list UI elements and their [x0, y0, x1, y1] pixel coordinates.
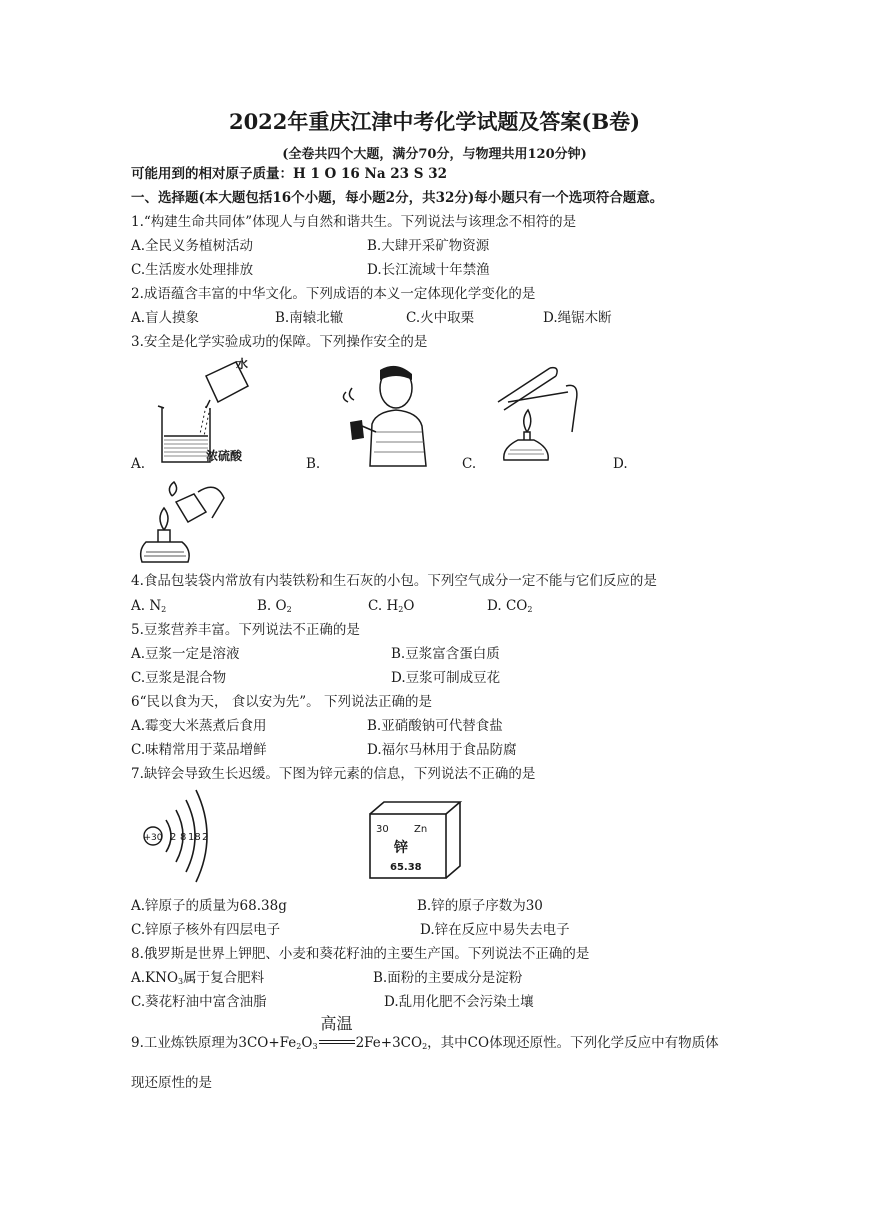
q6-option-b: B.亚硝酸钠可代替食盐 [367, 718, 503, 734]
q4-option-d-sub: 2 [527, 605, 533, 614]
q8-option-a [131, 968, 264, 992]
reaction-condition: 高温 [320, 1014, 353, 1033]
q6-option-a: A.霉变大米蒸煮后食用 [131, 718, 267, 734]
q9-stem-continued: 现还原性的是 [131, 1075, 212, 1091]
q4-option-d [487, 596, 532, 620]
figure-heating-tube [488, 362, 588, 468]
q4-option-b [257, 596, 292, 620]
exam-subtitle: (全卷共四个大题，满分70分，与物理共用120分钟) [282, 147, 587, 162]
q2-option-b: B.南辕北辙 [275, 310, 344, 326]
section-heading: 一、选择题(本大题包括16个小题，每小题2分，共32分)每小题只有一个选项符合题意。 [131, 190, 664, 206]
q4-option-b-letter: B. [257, 598, 272, 614]
q5-option-c: C.豆浆是混合物 [131, 670, 227, 686]
q8-option-a-formula: A.KNO [131, 970, 179, 986]
q8-option-a-text: 属于复合肥料 [183, 970, 265, 986]
q9-text-2: O [301, 1035, 313, 1051]
reaction-condition-equals [319, 1014, 355, 1053]
q8-stem: 8.俄罗斯是世界上钾肥、小麦和葵花籽油的主要生产国。下列说法不正确的是 [131, 946, 590, 962]
q9-sub-2: 3 [312, 1042, 318, 1051]
q4-option-c-sub: 2 [398, 605, 404, 614]
figure-lamp-lighting [136, 478, 232, 568]
page-title: 2022年重庆江津中考化学试题及答案(B卷) [228, 109, 641, 134]
zinc-atomic-number: 30 [376, 824, 389, 835]
equals-bar-top [319, 1040, 355, 1041]
figure-smelling [332, 362, 432, 468]
q3-option-a: A. [131, 456, 146, 472]
q9-text-4: ，其中CO体现还原性。下列化学反应中有物质体 [427, 1035, 719, 1051]
atomic-mass-line: 可能用到的相对原子质量：H 1 O 16 Na 23 S 32 [131, 166, 448, 182]
q1-option-c: C.生活废水处理排放 [131, 262, 254, 278]
q8-option-d: D.乱用化肥不会污染土壤 [384, 994, 534, 1010]
equals-bar-bottom [319, 1043, 355, 1044]
q5-option-a: A.豆浆一定是溶液 [131, 646, 240, 662]
nucleus-charge: +30 [143, 833, 163, 843]
q4-option-a-letter: A. [131, 598, 146, 614]
q3-option-c: C. [462, 456, 477, 472]
label-conc-acid: 浓硫酸 [206, 449, 243, 463]
q4-option-a-formula: N [149, 598, 162, 614]
q4-option-a-sub: 2 [161, 605, 167, 614]
q6-option-d: D.福尔马林用于食品防腐 [367, 742, 517, 758]
q3-option-d: D. [613, 456, 628, 472]
q1-option-a: A.全民义务植树活动 [131, 238, 254, 254]
q3-stem: 3.安全是化学实验成功的保障。下列操作安全的是 [131, 334, 428, 350]
q1-option-b: B.大肆开采矿物资源 [367, 238, 490, 254]
q4-option-a [131, 596, 166, 620]
q5-option-d: D.豆浆可制成豆花 [391, 670, 501, 686]
q4-option-c-formula: H [386, 598, 399, 614]
q6-stem: 6“民以食为天， 食以安为先”。 下列说法正确的是 [131, 694, 432, 710]
q8-option-b: B.面粉的主要成分是淀粉 [373, 970, 523, 986]
q4-option-d-formula: CO [505, 598, 528, 614]
q4-option-d-letter: D. [487, 598, 502, 614]
shell-4-electrons: 2 [202, 832, 209, 843]
q4-option-c-formula-tail: O [403, 598, 415, 614]
shell-1-electrons: 2 [170, 832, 177, 843]
q2-stem: 2.成语蕴含丰富的中华文化。下列成语的本义一定体现化学变化的是 [131, 286, 536, 302]
q8-option-c: C.葵花籽油中富含油脂 [131, 994, 267, 1010]
q7-option-b: B.锌的原子序数为30 [417, 898, 543, 914]
q7-option-d: D.锌在反应中易失去电子 [420, 922, 570, 938]
q4-option-b-formula: O [275, 598, 287, 614]
q7-stem: 7.缺锌会导致生长迟缓。下图为锌元素的信息，下列说法不正确的是 [131, 766, 536, 782]
q4-option-c [368, 596, 414, 620]
q7-option-c: C.锌原子核外有四层电子 [131, 922, 281, 938]
q2-option-a: A.盲人摸象 [131, 310, 200, 326]
shell-2-electrons: 8 [180, 832, 187, 843]
q4-option-c-letter: C. [368, 598, 383, 614]
q3-option-b: B. [306, 456, 321, 472]
q2-option-d: D.绳锯木断 [543, 310, 612, 326]
zinc-atom-structure-diagram [138, 786, 228, 886]
q9-text-1: 9.工业炼铁原理为3CO+Fe [131, 1035, 297, 1051]
zinc-name: 锌 [394, 840, 408, 856]
label-water: 水 [236, 357, 249, 371]
shell-3-electrons: 18 [188, 832, 201, 843]
q2-option-c: C.火中取栗 [406, 310, 475, 326]
q1-stem: 1.“构建生命共同体”体现人与自然和谐共生。下列说法与该理念不相符的是 [131, 214, 577, 230]
zinc-symbol: Zn [414, 824, 428, 835]
q9-equation-line [131, 1014, 719, 1057]
q5-stem: 5.豆浆营养丰富。下列说法不正确的是 [131, 622, 360, 638]
figure-dilution [150, 356, 260, 468]
q9-text-3: 2Fe+3CO [355, 1035, 423, 1051]
q9-sub-1: 2 [296, 1042, 302, 1051]
q7-option-a: A.锌原子的质量为68.38g [131, 898, 287, 914]
zinc-periodic-cell [368, 800, 464, 880]
q5-option-b: B.豆浆富含蛋白质 [391, 646, 500, 662]
q1-option-d: D.长江流域十年禁渔 [367, 262, 490, 278]
q6-option-c: C.味精常用于菜品增鲜 [131, 742, 267, 758]
q4-option-b-sub: 2 [286, 605, 292, 614]
q9-sub-3: 2 [422, 1042, 428, 1051]
q4-stem: 4.食品包装袋内常放有内装铁粉和生石灰的小包。下列空气成分一定不能与它们反应的是 [131, 573, 657, 589]
zinc-atomic-mass: 65.38 [390, 862, 422, 873]
q8-option-a-sub: 3 [178, 977, 184, 986]
